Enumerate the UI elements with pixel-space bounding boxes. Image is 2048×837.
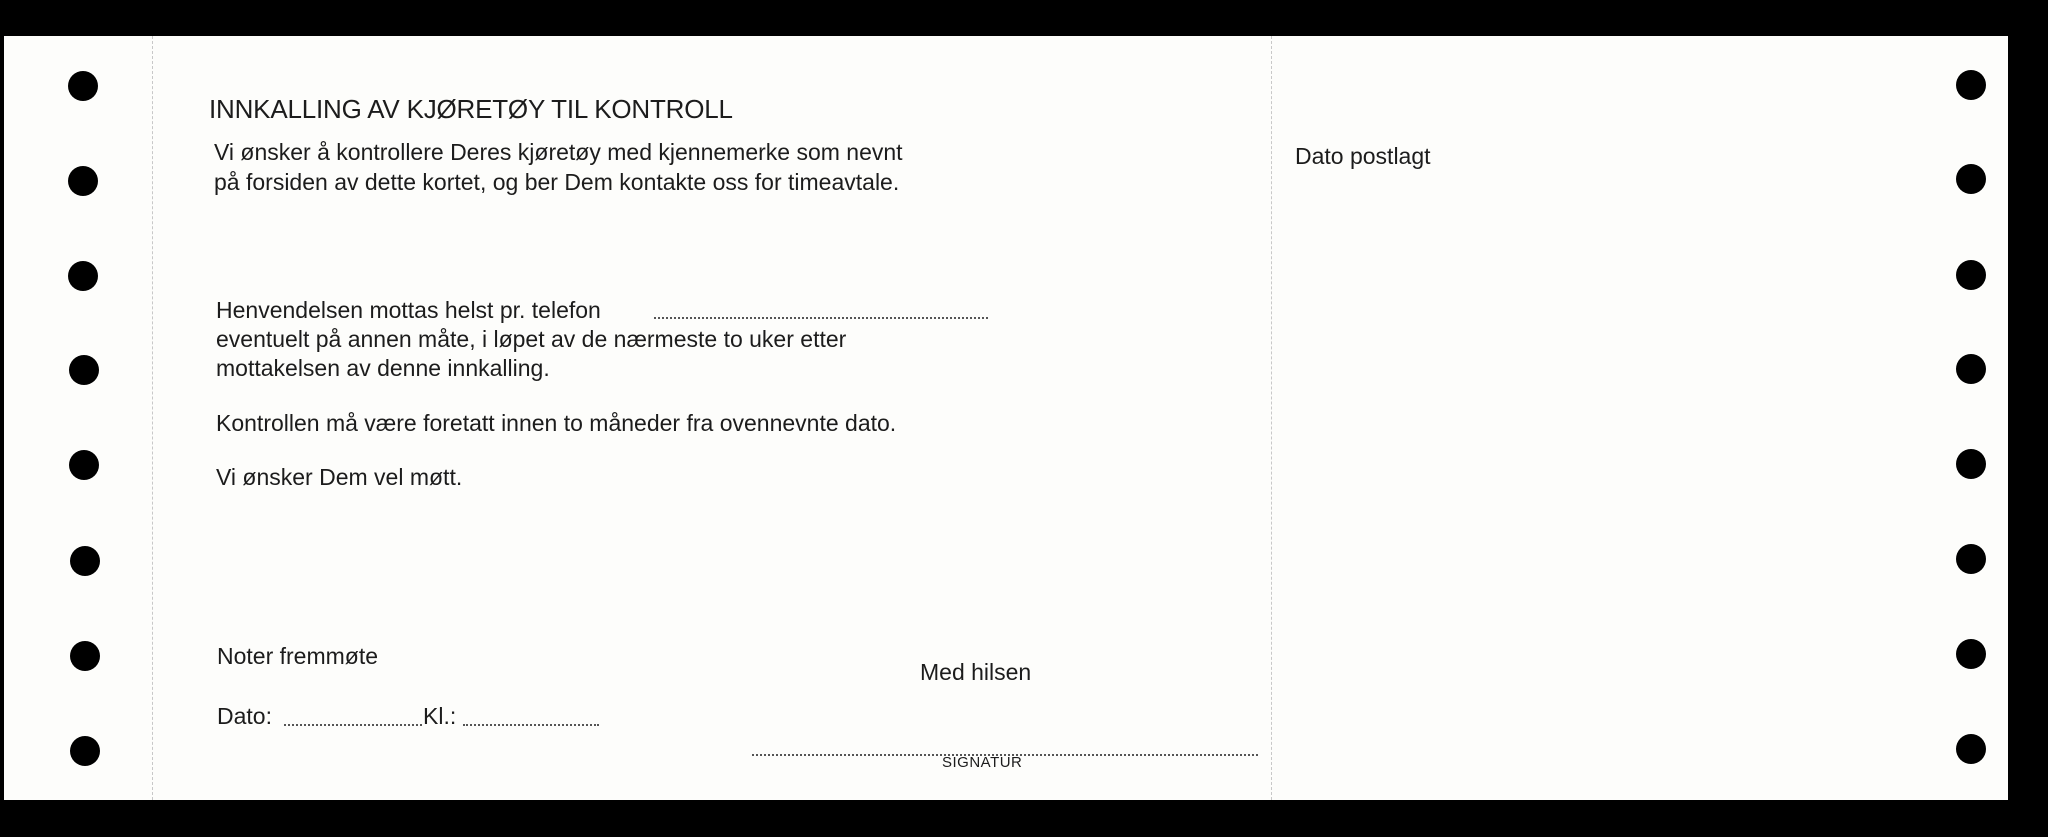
right-punch-hole: [1956, 734, 1986, 764]
left-punch-hole: [69, 355, 99, 385]
welcome-text: Vi ønsker Dem vel møtt.: [216, 464, 463, 490]
intro-text-line: på forsiden av dette kortet, og ber Dem kontakte oss for timeavtale.: [214, 169, 900, 195]
left-punch-hole: [68, 166, 98, 196]
right-punch-hole: [1956, 260, 1986, 290]
deadline-text: Kontrollen må være foretatt innen to måneder fra ovennevnte dato.: [216, 410, 897, 436]
contact-text-line: eventuelt på annen måte, i løpet av de nærmeste to uker etter: [216, 326, 847, 352]
right-punch-hole: [1956, 544, 1986, 574]
right-punch-hole: [1956, 70, 1986, 100]
date-label: Dato:: [217, 703, 272, 729]
right-punch-hole: [1956, 449, 1986, 479]
closing-text: Med hilsen: [920, 659, 1032, 685]
right-punch-hole: [1956, 164, 1986, 194]
date-field-line[interactable]: [284, 724, 422, 726]
intro-text-line: Vi ønsker å kontrollere Deres kjøretøy med kjennemerke som nevnt: [214, 139, 903, 165]
right-punch-hole: [1956, 354, 1986, 384]
contact-text-line: Henvendelsen mottas helst pr. telefon: [216, 297, 601, 323]
time-field-line[interactable]: [463, 724, 599, 726]
left-punch-hole: [69, 450, 99, 480]
right-punch-hole: [1956, 639, 1986, 669]
left-perforation: [152, 36, 153, 800]
left-punch-hole: [68, 71, 98, 101]
left-punch-hole: [70, 641, 100, 671]
left-punch-hole: [68, 261, 98, 291]
contact-text-line: mottakelsen av denne innkalling.: [216, 355, 550, 381]
attendance-heading: Noter fremmøte: [217, 643, 379, 669]
left-punch-hole: [70, 546, 100, 576]
inspection-card: [4, 36, 2008, 800]
signature-label: SIGNATUR: [942, 754, 1023, 771]
time-label: Kl.:: [423, 703, 457, 729]
left-punch-hole: [70, 736, 100, 766]
form-title: INNKALLING AV KJØRETØY TIL KONTROLL: [209, 94, 733, 124]
phone-number-line[interactable]: [654, 317, 988, 319]
postmark-date-label: Dato postlagt: [1295, 143, 1431, 169]
stub-perforation: [1271, 36, 1272, 800]
